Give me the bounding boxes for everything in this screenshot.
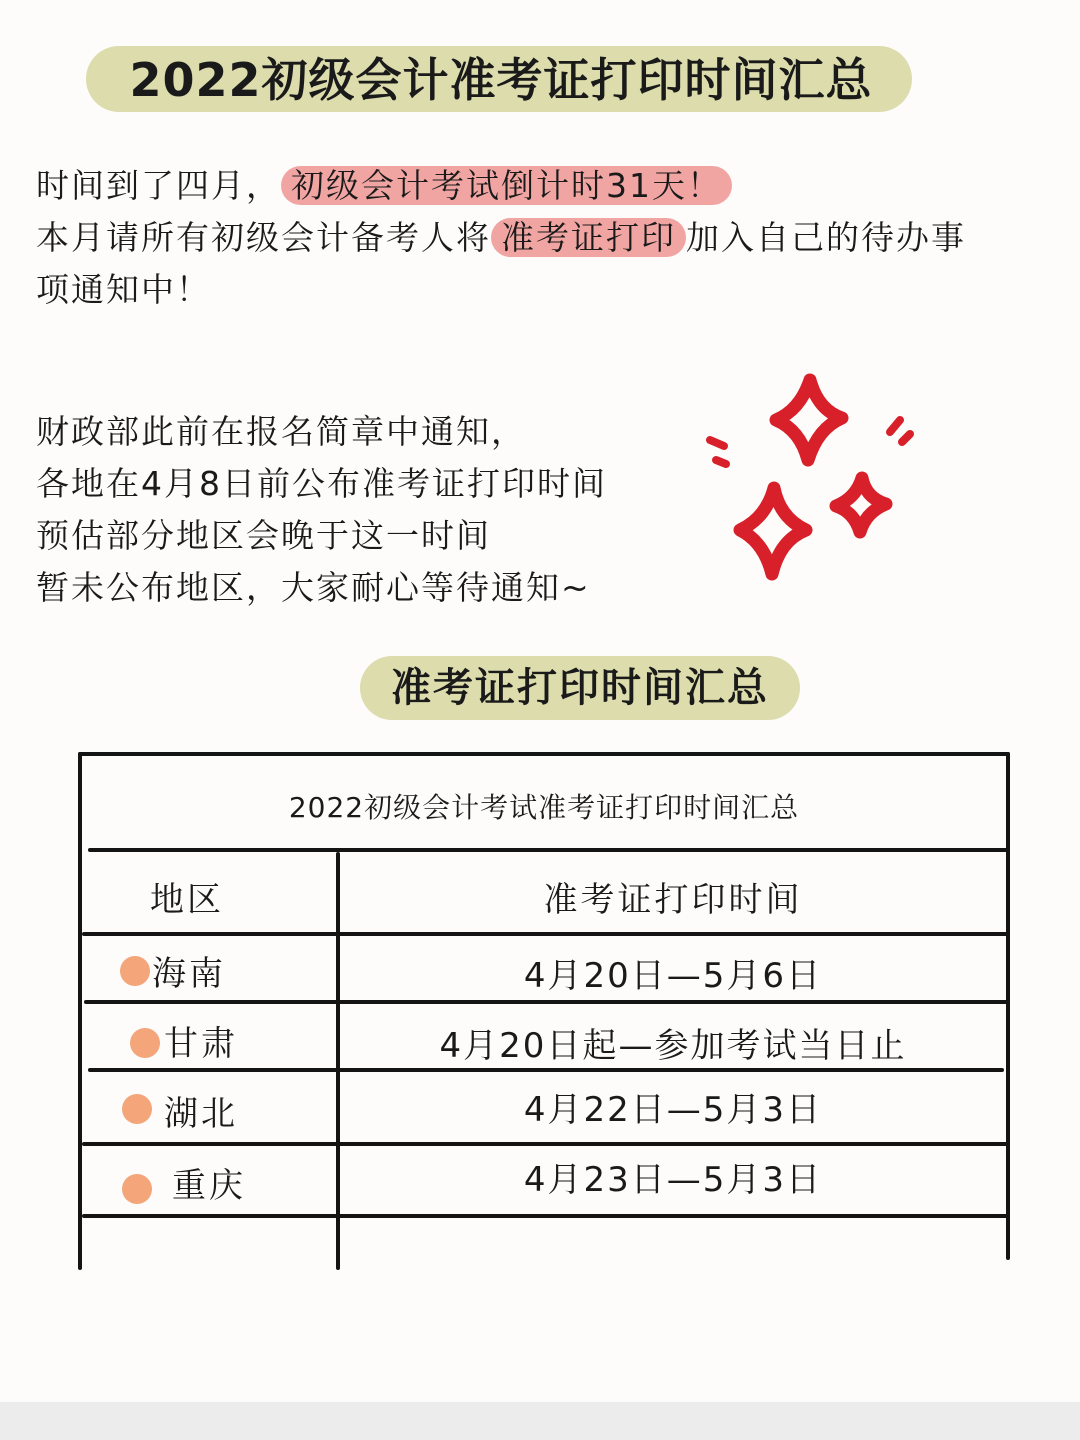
table-rule bbox=[78, 752, 82, 1270]
table-title: 2022初级会计考试准考证打印时间汇总 bbox=[288, 791, 800, 824]
intro-line-2-text: 本月请所有初级会计备考人将 bbox=[36, 218, 491, 257]
table-rule bbox=[84, 1000, 1010, 1004]
region-cell: 甘肃 bbox=[164, 1024, 238, 1064]
region-cell: 海南 bbox=[152, 954, 226, 994]
bullet-dot bbox=[120, 956, 150, 986]
table-rule bbox=[78, 752, 1010, 756]
table-rule bbox=[82, 1214, 1010, 1218]
admit-card-highlight: 准考证打印 bbox=[491, 218, 686, 257]
table-rule bbox=[82, 1142, 1010, 1146]
section-title-block bbox=[360, 650, 800, 726]
time-cell: 4月22日—5月3日 bbox=[523, 1090, 823, 1130]
region-cell: 重庆 bbox=[172, 1166, 246, 1206]
schedule-table bbox=[78, 752, 1010, 1270]
notice-paragraph bbox=[36, 406, 736, 614]
bullet-dot bbox=[130, 1028, 160, 1058]
main-title-block bbox=[86, 42, 912, 118]
intro-line-1 bbox=[36, 160, 1056, 212]
bullet-dot bbox=[122, 1174, 152, 1204]
notice-line: 财政部此前在报名简章中通知， bbox=[36, 412, 526, 451]
bottom-margin bbox=[0, 1402, 1080, 1440]
intro-line-1-text: 时间到了四月， bbox=[36, 166, 281, 205]
intro-line-2 bbox=[36, 212, 1056, 264]
region-cell: 湖北 bbox=[164, 1094, 238, 1134]
table-rule bbox=[1006, 752, 1010, 1260]
section-title: 准考证打印时间汇总 bbox=[391, 665, 769, 711]
bullet-dot bbox=[122, 1094, 152, 1124]
time-cell: 4月20日—5月6日 bbox=[523, 956, 823, 996]
notice-line: 预估部分地区会晚于这一时间 bbox=[36, 516, 491, 555]
main-title: 2022初级会计准考证打印时间汇总 bbox=[129, 53, 873, 107]
sparkle-icon bbox=[690, 360, 930, 600]
time-cell: 4月20日起—参加考试当日止 bbox=[439, 1026, 907, 1066]
table-rule bbox=[82, 932, 1010, 936]
notice-line: 各地在4月8日前公布准考证打印时间 bbox=[36, 464, 607, 503]
column-header-region: 地区 bbox=[150, 880, 224, 920]
notice-line: 暂未公布地区，大家耐心等待通知~ bbox=[36, 568, 591, 607]
countdown-highlight: 初级会计考试倒计时31天！ bbox=[281, 166, 732, 205]
intro-line-2-suffix: 加入自己的待办事 bbox=[686, 218, 966, 257]
table-rule bbox=[88, 848, 1008, 852]
time-cell: 4月23日—5月3日 bbox=[523, 1160, 823, 1200]
intro-line-3: 项通知中！ bbox=[36, 270, 211, 309]
table-rule bbox=[88, 1068, 1004, 1072]
column-header-time: 准考证打印时间 bbox=[543, 880, 803, 920]
intro-paragraph bbox=[36, 160, 1056, 316]
